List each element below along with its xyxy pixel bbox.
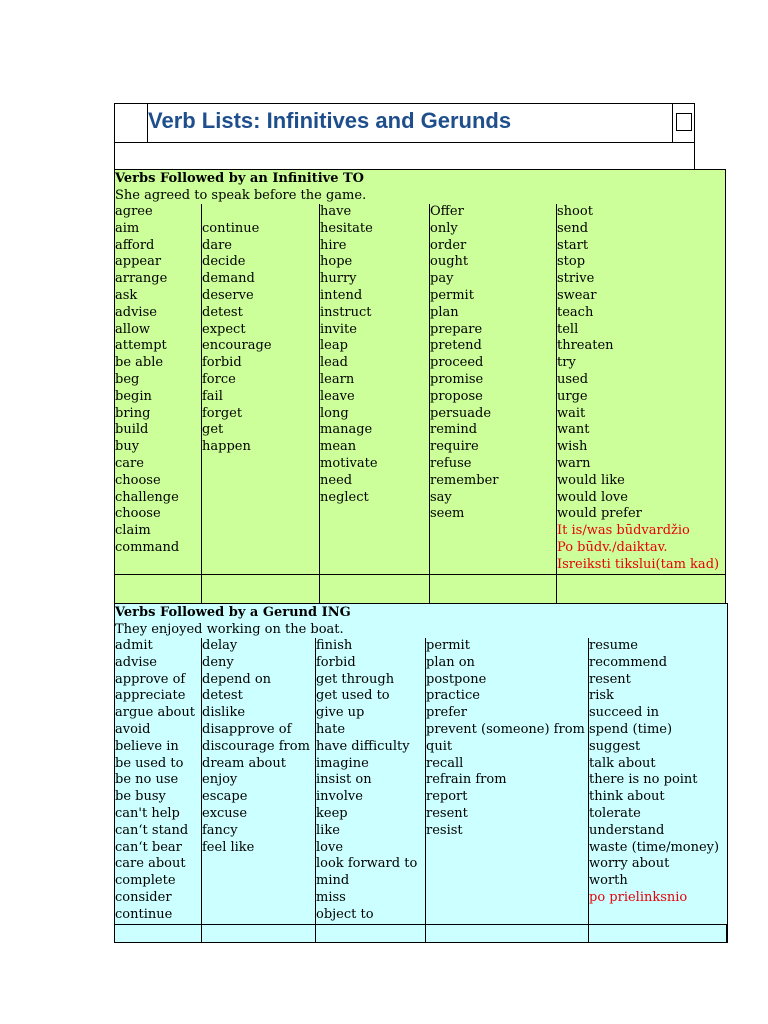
verb-item: appear	[115, 254, 162, 270]
note-text: po prielinksnio	[589, 889, 688, 905]
verb-item: fail	[202, 388, 223, 404]
verb-item: remember	[430, 472, 499, 488]
infinitive-footer-cell	[201, 574, 320, 604]
verb-item: delay	[202, 638, 238, 653]
gerund-col-2	[201, 638, 316, 924]
verb-item: try	[557, 355, 576, 371]
verb-item: hate	[316, 721, 346, 737]
verb-item: succeed in	[589, 705, 659, 721]
gerund-footer-cell	[114, 924, 202, 943]
verb-item: dare	[202, 237, 232, 253]
verb-item: appreciate	[115, 688, 186, 704]
verb-item: urge	[557, 388, 588, 404]
verb-item: look forward to	[316, 856, 418, 872]
verb-item: attempt	[115, 338, 167, 354]
verb-item: recall	[426, 755, 464, 771]
verb-item: beg	[115, 371, 140, 387]
verb-item: decide	[202, 254, 246, 270]
verb-item: wait	[557, 405, 586, 421]
verb-item: resume	[589, 638, 638, 653]
verb-item: detest	[202, 304, 243, 320]
note-text: Isreiksti tikslui(tam kad)	[557, 556, 720, 572]
verb-item: understand	[589, 822, 665, 838]
verb-item: plan	[430, 304, 459, 320]
verb-item: happen	[202, 439, 251, 455]
verb-item: manage	[320, 422, 373, 438]
verb-item: invite	[320, 321, 357, 337]
infinitive-footer-cell	[319, 574, 430, 604]
verb-item: advise	[115, 304, 157, 320]
verb-item: quit	[426, 738, 453, 754]
verb-item: agree	[115, 204, 153, 219]
gerund-footer-cell	[315, 924, 426, 943]
verb-item: remind	[430, 422, 478, 438]
verb-item: start	[557, 237, 589, 253]
verb-item: swear	[557, 287, 597, 303]
verb-item: have	[320, 204, 352, 219]
verb-item: need	[320, 472, 353, 488]
verb-item: mind	[316, 873, 350, 889]
verb-item: get used to	[316, 688, 390, 704]
verb-item: discourage from	[202, 738, 310, 754]
verb-item: care about	[115, 856, 186, 872]
verb-item: demand	[202, 271, 255, 287]
verb-item: afford	[115, 237, 155, 253]
verb-item: deserve	[202, 287, 254, 303]
verb-item: consider	[115, 889, 172, 905]
verb-item: teach	[557, 304, 594, 320]
verb-item: persuade	[430, 405, 492, 421]
verb-item: challenge	[115, 489, 179, 505]
verb-item: avoid	[115, 721, 151, 737]
verb-item: can‘t bear	[115, 839, 182, 855]
verb-item: permit	[430, 287, 474, 303]
verb-item: plan on	[426, 654, 475, 670]
verb-item: seem	[430, 506, 465, 522]
verb-item: encourage	[202, 338, 272, 354]
verb-item: stop	[557, 254, 586, 270]
verb-item: require	[430, 439, 479, 455]
verb-item: feel like	[202, 839, 255, 855]
verb-item: Offer	[430, 204, 464, 219]
verb-item: recommend	[589, 654, 668, 670]
verb-item: excuse	[202, 805, 248, 821]
verb-item: lead	[320, 355, 348, 371]
verb-item: threaten	[557, 338, 614, 354]
verb-item: fancy	[202, 822, 238, 838]
verb-item: escape	[202, 789, 248, 805]
gerund-col-3	[315, 638, 426, 924]
verb-item: finish	[316, 638, 353, 653]
gerund-footer-cell	[588, 924, 727, 943]
verb-item: care	[115, 455, 144, 471]
gerund-col-5	[588, 638, 726, 924]
verb-item: be used to	[115, 755, 184, 771]
verb-item: continue	[115, 906, 173, 922]
verb-item: bring	[115, 405, 151, 421]
verb-item: choose	[115, 472, 161, 488]
verb-item: object to	[316, 906, 374, 922]
gerund-footer-cell	[425, 924, 589, 943]
infinitive-example: She agreed to speak before the game.	[115, 188, 367, 203]
verb-item: warn	[557, 455, 591, 471]
verb-item: neglect	[320, 489, 369, 505]
infinitive-col-4	[429, 204, 557, 574]
verb-item: shoot	[557, 204, 593, 219]
verb-item: forbid	[316, 654, 356, 670]
verb-item: depend on	[202, 671, 272, 687]
verb-item: get through	[316, 671, 395, 687]
verb-item: prefer	[426, 705, 467, 721]
verb-item: continue	[202, 220, 260, 236]
gerund-col-1	[115, 638, 201, 924]
verb-item: begin	[115, 388, 152, 404]
note-text: It is/was būdvardžio	[557, 523, 690, 539]
verb-item: there is no point	[589, 772, 698, 788]
verb-item: believe in	[115, 738, 179, 754]
verb-item: hope	[320, 254, 353, 270]
verb-item: admit	[115, 638, 153, 653]
verb-item: worth	[589, 873, 628, 889]
verb-item: propose	[430, 388, 483, 404]
verb-item: pretend	[430, 338, 482, 354]
verb-item: love	[316, 839, 344, 855]
infinitive-col-3	[319, 204, 430, 574]
verb-item: worry about	[589, 856, 670, 872]
verb-item: dream about	[202, 755, 286, 771]
verb-item: be able	[115, 355, 164, 371]
verb-item: would love	[557, 489, 628, 505]
title-left-cell	[114, 103, 148, 143]
verb-item: learn	[320, 371, 355, 387]
verb-item: report	[426, 789, 468, 805]
infinitive-col-2	[201, 204, 320, 574]
verb-item: complete	[115, 873, 176, 889]
verb-item: hesitate	[320, 220, 373, 236]
verb-item: say	[430, 489, 452, 505]
verb-item: have difficulty	[316, 738, 410, 754]
verb-item: instruct	[320, 304, 372, 320]
gerund-heading: Verbs Followed by a Gerund ING	[115, 605, 351, 620]
verb-item: imagine	[316, 755, 369, 771]
verb-item: used	[557, 371, 589, 387]
infinitive-footer-cell	[114, 574, 202, 604]
verb-item: be busy	[115, 789, 166, 805]
verb-item: ought	[430, 254, 469, 270]
verb-item: refrain from	[426, 772, 507, 788]
verb-item: can't help	[115, 805, 180, 821]
verb-item: involve	[316, 789, 363, 805]
verb-item: leap	[320, 338, 348, 354]
verb-item: mean	[320, 439, 357, 455]
note-text: Po būdv./daiktav.	[557, 539, 668, 555]
verb-item: keep	[316, 805, 348, 821]
verb-item: practice	[426, 688, 480, 704]
verb-item: hire	[320, 237, 347, 253]
verb-item: enjoy	[202, 772, 238, 788]
verb-item: insist on	[316, 772, 372, 788]
infinitive-footer-cell	[556, 574, 726, 604]
verb-item: want	[557, 422, 590, 438]
verb-item: proceed	[430, 355, 484, 371]
verb-item: dislike	[202, 705, 246, 721]
verb-item: like	[316, 822, 340, 838]
verb-item	[202, 204, 320, 221]
verb-item: hurry	[320, 271, 357, 287]
verb-item: miss	[316, 889, 346, 905]
page-title: Verb Lists: Infinitives and Gerunds	[148, 108, 512, 133]
verb-item: resist	[426, 822, 463, 838]
verb-item: deny	[202, 654, 234, 670]
verb-item: claim	[115, 523, 151, 539]
verb-item: disapprove of	[202, 721, 292, 737]
verb-item: argue about	[115, 705, 195, 721]
verb-item: advise	[115, 654, 157, 670]
verb-item: only	[430, 220, 458, 236]
verb-item: pay	[430, 271, 454, 287]
verb-item: prevent (someone) from	[426, 721, 585, 737]
verb-item: think about	[589, 789, 665, 805]
verb-item: strive	[557, 271, 595, 287]
verb-item: order	[430, 237, 467, 253]
verb-item: arrange	[115, 271, 168, 287]
verb-item: allow	[115, 321, 151, 337]
verb-item: long	[320, 405, 349, 421]
verb-item: choose	[115, 506, 161, 522]
verb-item: suggest	[589, 738, 641, 754]
verb-item: would like	[557, 472, 625, 488]
verb-item: motivate	[320, 455, 378, 471]
verb-item: refuse	[430, 455, 472, 471]
verb-item: get	[202, 422, 224, 438]
verb-item: postpone	[426, 671, 487, 687]
verb-item: build	[115, 422, 149, 438]
verb-item: send	[557, 220, 589, 236]
infinitive-footer-cell	[429, 574, 557, 604]
verb-item: resent	[589, 671, 631, 687]
verb-item: spend (time)	[589, 721, 673, 737]
verb-item: tell	[557, 321, 579, 337]
verb-item: promise	[430, 371, 484, 387]
verb-item: give up	[316, 705, 365, 721]
verb-item: command	[115, 539, 180, 555]
verb-item: forbid	[202, 355, 242, 371]
verb-item: aim	[115, 220, 140, 236]
verb-item: would prefer	[557, 506, 642, 522]
gerund-example: They enjoyed working on the boat.	[115, 622, 344, 637]
checkbox-icon	[676, 113, 692, 131]
verb-item: leave	[320, 388, 355, 404]
infinitive-col-1	[115, 204, 201, 574]
verb-item: intend	[320, 287, 363, 303]
verb-item: approve of	[115, 671, 186, 687]
verb-item: can‘t stand	[115, 822, 189, 838]
verb-item: risk	[589, 688, 614, 704]
gerund-col-4	[425, 638, 589, 924]
blank-row	[114, 143, 695, 170]
verb-item: forget	[202, 405, 243, 421]
infinitive-heading: Verbs Followed by an Infinitive TO	[115, 171, 364, 186]
verb-item: prepare	[430, 321, 483, 337]
gerund-footer-cell	[201, 924, 316, 943]
verb-item: talk about	[589, 755, 656, 771]
verb-item: ask	[115, 287, 138, 303]
verb-item: detest	[202, 688, 243, 704]
verb-item: wish	[557, 439, 588, 455]
verb-item: permit	[426, 638, 470, 653]
verb-item: be no use	[115, 772, 179, 788]
verb-item: expect	[202, 321, 246, 337]
verb-item: force	[202, 371, 236, 387]
verb-item: tolerate	[589, 805, 641, 821]
verb-item: resent	[426, 805, 468, 821]
verb-item: buy	[115, 439, 140, 455]
infinitive-col-5	[556, 204, 724, 574]
verb-item: waste (time/money)	[589, 839, 720, 855]
